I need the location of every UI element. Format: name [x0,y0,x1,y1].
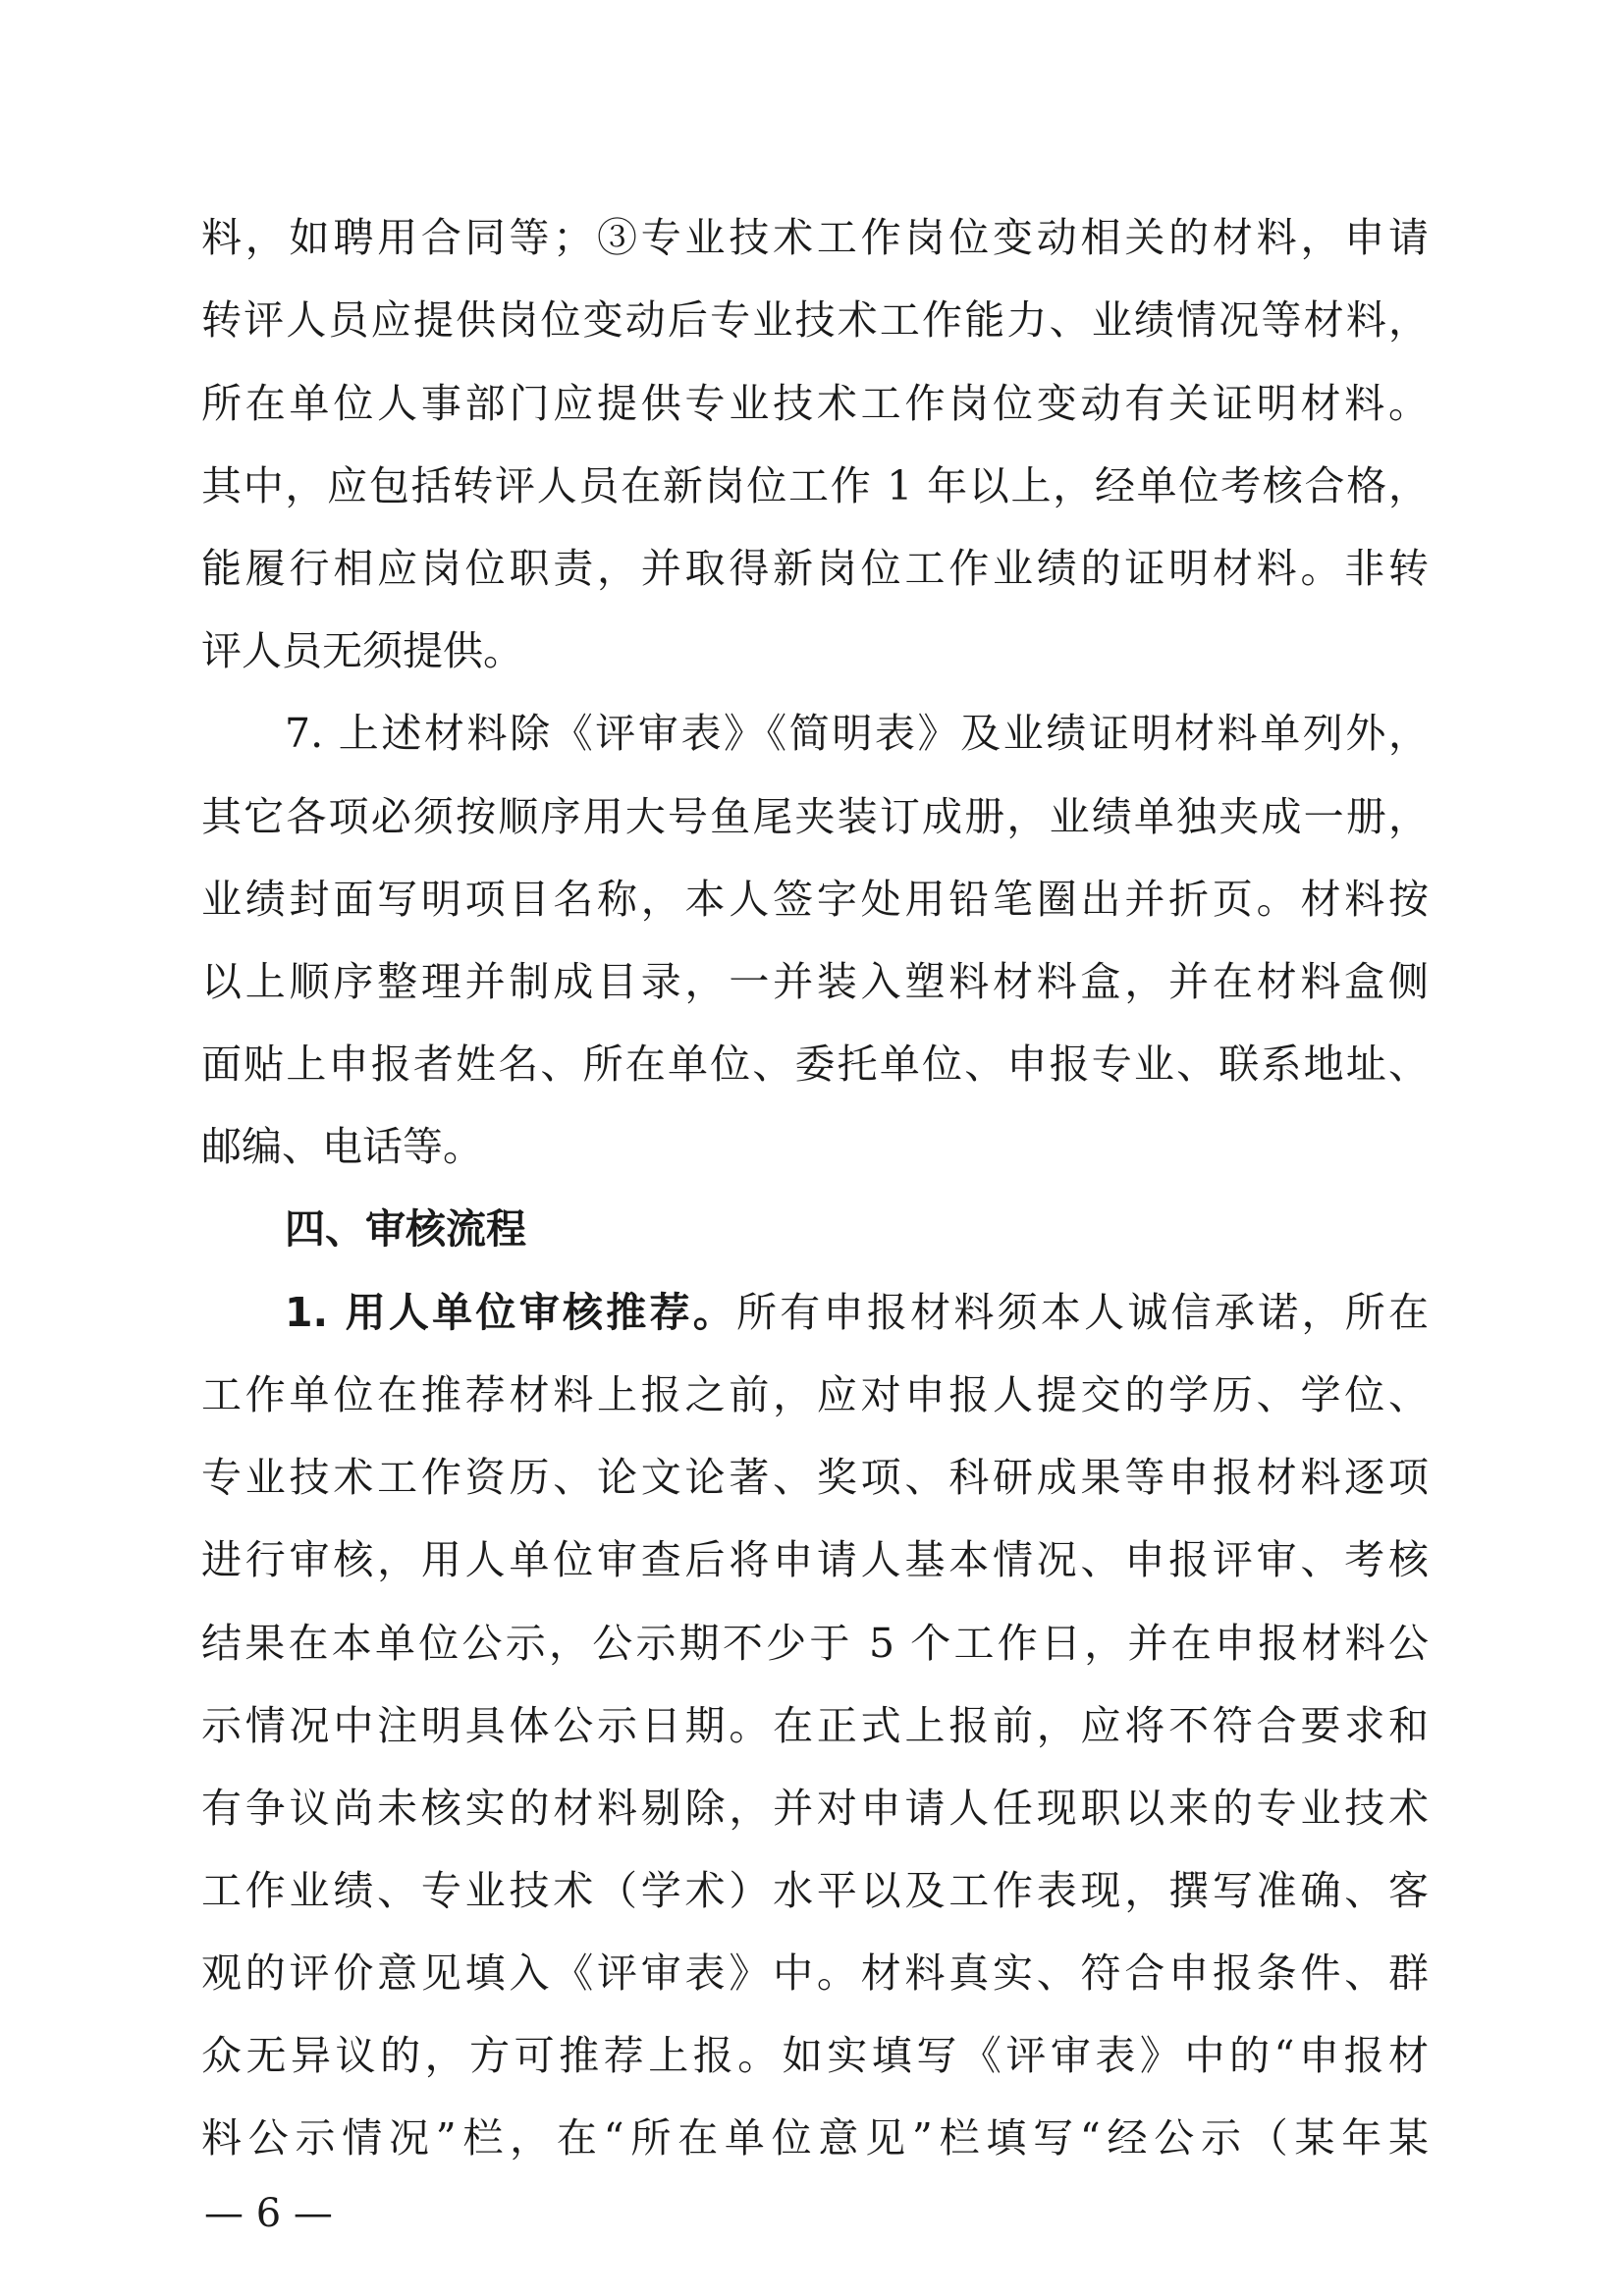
item-1-first-line [285,1287,1429,1338]
body-line: 面贴上申报者姓名、所在单位、委托单位、申报专业、联系地址、 [201,1041,1429,1088]
body-line: 观的评价意见填入《评审表》中。材料真实、符合申报条件、群 [201,1949,1429,1997]
body-line: 工作业绩、专业技术（学术）水平以及工作表现，撰写准确、客 [201,1867,1429,1914]
body-line: 邮编、电话等。 [201,1123,483,1170]
body-line: 有争议尚未核实的材料剔除，并对申请人任现职以来的专业技术 [201,1785,1429,1832]
body-line: 料，如聘用合同等；③专业技术工作岗位变动相关的材料，申请 [201,214,1429,261]
body-line: 其中，应包括转评人员在新岗位工作 1 年以上，经单位考核合格， [201,462,1429,509]
body-line: 业绩封面写明项目名称，本人签字处用铅笔圈出并折页。材料按 [201,876,1429,923]
page-number: — 6 — [204,2191,333,2236]
body-line: 以上顺序整理并制成目录，一并装入塑料材料盒，并在材料盒侧 [201,958,1429,1005]
body-line: 能履行相应岗位职责，并取得新岗位工作业绩的证明材料。非转 [201,545,1429,592]
item-1-text: 所有申报材料须本人诚信承诺，所在 [736,1289,1429,1336]
body-line: 众无异议的，方可推荐上报。如实填写《评审表》中的“申报材 [201,2032,1429,2079]
body-line: 评人员无须提供。 [201,627,523,674]
body-line: 料公示情况”栏，在“所在单位意见”栏填写“经公示（某年某 [201,2114,1429,2162]
body-line: 转评人员应提供岗位变动后专业技术工作能力、业绩情况等材料， [201,296,1429,344]
body-line: 结果在本单位公示，公示期不少于 5 个工作日，并在申报材料公 [201,1620,1429,1667]
body-line: 示情况中注明具体公示日期。在正式上报前，应将不符合要求和 [201,1702,1429,1749]
body-line: 工作单位在推荐材料上报之前，应对申报人提交的学历、学位、 [201,1371,1429,1418]
body-line: 专业技术工作资历、论文论著、奖项、科研成果等申报材料逐项 [201,1454,1429,1501]
body-line: 其它各项必须按顺序用大号鱼尾夹装订成册，业绩单独夹成一册， [201,793,1429,840]
item-1-title: 1. 用人单位审核推荐。 [285,1289,737,1336]
body-line-indented: 7. 上述材料除《评审表》《简明表》及业绩证明材料单列外， [285,710,1429,757]
body-line: 进行审核，用人单位审查后将申请人基本情况、申报评审、考核 [201,1536,1429,1583]
body-line: 所在单位人事部门应提供专业技术工作岗位变动有关证明材料。 [201,380,1429,427]
section-heading: 四、审核流程 [285,1205,526,1253]
